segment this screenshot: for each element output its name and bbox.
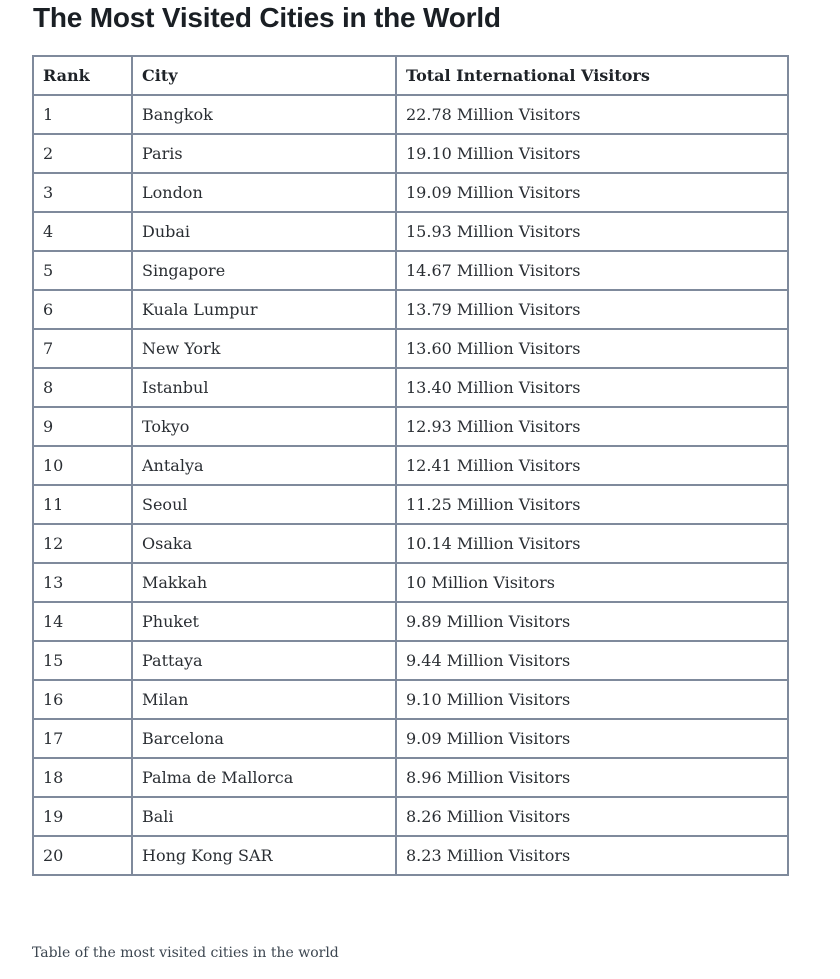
- city-cell: London: [132, 173, 396, 212]
- table-row: [33, 407, 788, 446]
- visitors-cell: 8.96 Million Visitors: [396, 758, 788, 797]
- city-cell: Tokyo: [132, 407, 396, 446]
- visitors-cell: 8.26 Million Visitors: [396, 797, 788, 836]
- visitors-cell: 22.78 Million Visitors: [396, 95, 788, 134]
- rank-cell: 6: [33, 290, 132, 329]
- city-cell: Bangkok: [132, 95, 396, 134]
- table-row: [33, 329, 788, 368]
- city-cell: New York: [132, 329, 396, 368]
- rank-cell: 9: [33, 407, 132, 446]
- visitors-cell: 9.09 Million Visitors: [396, 719, 788, 758]
- city-cell: Pattaya: [132, 641, 396, 680]
- table-header-row: [33, 56, 788, 95]
- city-cell: Seoul: [132, 485, 396, 524]
- city-cell: Palma de Mallorca: [132, 758, 396, 797]
- city-cell: Kuala Lumpur: [132, 290, 396, 329]
- table-row: [33, 212, 788, 251]
- rank-cell: 1: [33, 95, 132, 134]
- rank-cell: 3: [33, 173, 132, 212]
- city-cell: Bali: [132, 797, 396, 836]
- table-row: [33, 134, 788, 173]
- city-cell: Barcelona: [132, 719, 396, 758]
- city-cell: Makkah: [132, 563, 396, 602]
- visitors-cell: 10 Million Visitors: [396, 563, 788, 602]
- rank-cell: 11: [33, 485, 132, 524]
- visitors-cell: 15.93 Million Visitors: [396, 212, 788, 251]
- table-row: [33, 290, 788, 329]
- city-cell: Istanbul: [132, 368, 396, 407]
- rank-cell: 16: [33, 680, 132, 719]
- visited-cities-table: [32, 55, 789, 876]
- city-cell: Milan: [132, 680, 396, 719]
- rank-cell: 7: [33, 329, 132, 368]
- table-row: [33, 368, 788, 407]
- rank-cell: 8: [33, 368, 132, 407]
- city-cell: Dubai: [132, 212, 396, 251]
- visitors-cell: 12.93 Million Visitors: [396, 407, 788, 446]
- rank-cell: 4: [33, 212, 132, 251]
- table-row: [33, 641, 788, 680]
- visitors-cell: 11.25 Million Visitors: [396, 485, 788, 524]
- table-row: [33, 602, 788, 641]
- visitors-cell: 13.60 Million Visitors: [396, 329, 788, 368]
- table-row: [33, 485, 788, 524]
- table-row: [33, 446, 788, 485]
- table-row: [33, 524, 788, 563]
- rank-cell: 19: [33, 797, 132, 836]
- column-header-visitors: Total International Visitors: [396, 56, 788, 95]
- table-row: [33, 563, 788, 602]
- page-title: The Most Visited Cities in the World: [33, 2, 501, 33]
- visitors-cell: 9.44 Million Visitors: [396, 641, 788, 680]
- city-cell: Osaka: [132, 524, 396, 563]
- rank-cell: 18: [33, 758, 132, 797]
- rank-cell: 10: [33, 446, 132, 485]
- rank-cell: 14: [33, 602, 132, 641]
- visitors-cell: 14.67 Million Visitors: [396, 251, 788, 290]
- table-caption: Table of the most visited cities in the world: [32, 945, 339, 961]
- table-row: [33, 251, 788, 290]
- city-cell: Singapore: [132, 251, 396, 290]
- city-cell: Phuket: [132, 602, 396, 641]
- rank-cell: 12: [33, 524, 132, 563]
- visitors-cell: 13.40 Million Visitors: [396, 368, 788, 407]
- city-cell: Hong Kong SAR: [132, 836, 396, 875]
- rank-cell: 17: [33, 719, 132, 758]
- visitors-cell: 9.89 Million Visitors: [396, 602, 788, 641]
- table-header: [33, 56, 788, 95]
- rank-cell: 2: [33, 134, 132, 173]
- column-header-rank: Rank: [33, 56, 132, 95]
- rank-cell: 20: [33, 836, 132, 875]
- visitors-cell: 9.10 Million Visitors: [396, 680, 788, 719]
- rank-cell: 13: [33, 563, 132, 602]
- table-row: [33, 758, 788, 797]
- city-cell: Antalya: [132, 446, 396, 485]
- table-container: [32, 55, 787, 876]
- visitors-cell: 19.10 Million Visitors: [396, 134, 788, 173]
- column-header-city: City: [132, 56, 396, 95]
- visitors-cell: 19.09 Million Visitors: [396, 173, 788, 212]
- visitors-cell: 13.79 Million Visitors: [396, 290, 788, 329]
- visitors-cell: 10.14 Million Visitors: [396, 524, 788, 563]
- rank-cell: 15: [33, 641, 132, 680]
- table-row: [33, 836, 788, 875]
- table-row: [33, 95, 788, 134]
- visitors-cell: 8.23 Million Visitors: [396, 836, 788, 875]
- table-row: [33, 797, 788, 836]
- table-body: [33, 95, 788, 875]
- rank-cell: 5: [33, 251, 132, 290]
- city-cell: Paris: [132, 134, 396, 173]
- table-row: [33, 173, 788, 212]
- visitors-cell: 12.41 Million Visitors: [396, 446, 788, 485]
- table-row: [33, 680, 788, 719]
- table-row: [33, 719, 788, 758]
